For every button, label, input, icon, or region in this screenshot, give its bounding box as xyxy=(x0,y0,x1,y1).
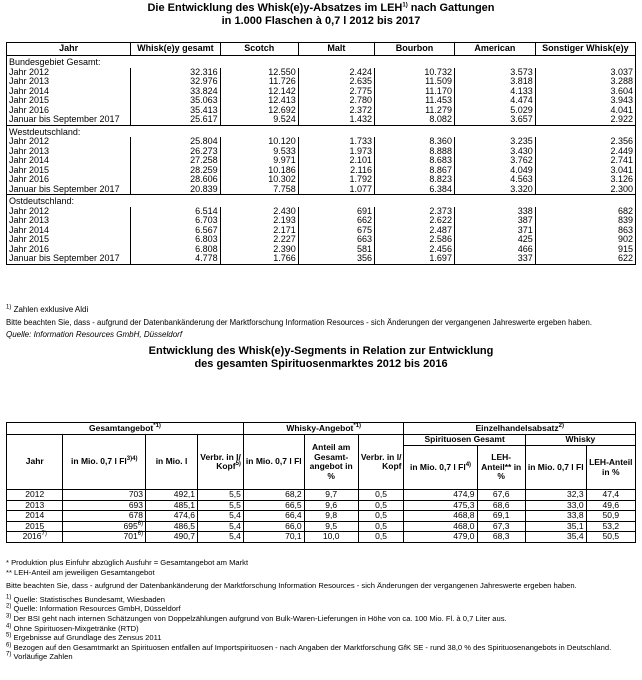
table-row xyxy=(7,156,636,166)
cell-value: 3.126 xyxy=(535,175,635,185)
cell-value: 67,6 xyxy=(477,490,525,501)
cell-value: 2.635 xyxy=(298,77,374,87)
cell-value: 68,2 xyxy=(243,490,304,501)
cell-value: 466 xyxy=(454,245,535,255)
cell-value: 35,4 xyxy=(525,532,586,543)
header-verbr-1: Verbr. in l/ Kopf$^{5)}$ xyxy=(198,435,244,490)
footnote-source: Quelle: Information Resources GmbH, Düsseldorf xyxy=(6,330,183,339)
cell-value: 32.316 xyxy=(131,68,220,78)
cell-value: 9,6 xyxy=(304,500,358,511)
header-col-0: Jahr xyxy=(7,43,131,56)
cell-value: 468,8 xyxy=(404,511,477,522)
cell-value: 1.733 xyxy=(298,137,374,147)
table-row xyxy=(7,216,636,226)
header-col-5: American xyxy=(454,43,535,56)
cell-value: 4.563 xyxy=(454,175,535,185)
table-row xyxy=(7,96,636,106)
cell-value: 20.839 xyxy=(131,185,220,195)
cell-value: 4.778 xyxy=(131,254,220,264)
cell-value: 2.780 xyxy=(298,96,374,106)
cell-value: 3.320 xyxy=(454,185,535,195)
cell-value: 6.384 xyxy=(375,185,455,195)
cell-value: 7.758 xyxy=(220,185,298,195)
header-col-4: Bourbon xyxy=(375,43,455,56)
footnote-aldi: Zahlen exklusive Aldi xyxy=(11,305,89,314)
cell-value: 0,5 xyxy=(358,511,404,522)
cell-value: 0,5 xyxy=(358,532,404,543)
row-label: Jahr 2016 xyxy=(7,245,131,255)
row-label: Jahr 2015 xyxy=(7,96,131,106)
footnotes-1 xyxy=(6,305,636,340)
footnote: $^{2)}$ Quelle: Information Resources GmbH, Düsseldorf xyxy=(6,603,181,614)
row-label: Jahr 2012 xyxy=(7,68,131,78)
cell-value: 8.888 xyxy=(375,147,455,157)
table-row xyxy=(7,521,636,532)
cell-value: 12.413 xyxy=(220,96,298,106)
cell-value: 27.258 xyxy=(131,156,220,166)
cell-value: 69,1 xyxy=(477,511,525,522)
cell-value: 35,1 xyxy=(525,521,586,532)
sub-spirituosen-gesamt: Spirituosen Gesamt xyxy=(404,435,525,446)
row-year: 2013 xyxy=(7,500,63,511)
cell-value: 12.692 xyxy=(220,106,298,116)
table-row xyxy=(7,87,636,97)
title-2-line1: Entwicklung des Whisk(e)y-Segments in Relation zur Entwicklung xyxy=(148,345,494,357)
header-mio-l: in Mio. l xyxy=(146,435,198,490)
cell-value: 28.259 xyxy=(131,166,220,176)
row-label: Jahr 2012 xyxy=(7,207,131,217)
cell-value: 28.606 xyxy=(131,175,220,185)
header-col-6: Sonstiger Whisk(e)y xyxy=(535,43,635,56)
row-label: Jahr 2014 xyxy=(7,87,131,97)
cell-value: 11.279 xyxy=(375,106,455,116)
cell-value: 2.193 xyxy=(220,216,298,226)
header-col-3: Malt xyxy=(298,43,374,56)
section-label: Ostdeutschland: xyxy=(7,195,636,207)
cell-value: 9.971 xyxy=(220,156,298,166)
cell-value: 1.697 xyxy=(375,254,455,264)
cell-value: 66,5 xyxy=(243,500,304,511)
row-label: Jahr 2015 xyxy=(7,235,131,245)
cell-value: 3.037 xyxy=(535,68,635,78)
section-label: Bundesgebiet Gesamt: xyxy=(7,56,636,68)
cell-value: 68,6 xyxy=(477,500,525,511)
title-2 xyxy=(0,345,642,371)
whisky-sales-table xyxy=(6,42,636,265)
group-einzelhandelsabsatz: Einzelhandelsabsatz$^{2)}$ xyxy=(404,423,636,435)
cell-value: 11.509 xyxy=(375,77,455,87)
cell-value: 2.372 xyxy=(298,106,374,116)
cell-value: 675 xyxy=(298,226,374,236)
cell-value: 6.567 xyxy=(131,226,220,236)
title-1 xyxy=(0,2,642,28)
cell-value: 3.288 xyxy=(535,77,635,87)
title-1-sup: 1) xyxy=(402,2,408,9)
cell-value: 2.373 xyxy=(375,207,455,217)
cell-value: 2.456 xyxy=(375,245,455,255)
cell-value: 2.424 xyxy=(298,68,374,78)
cell-value: 387 xyxy=(454,216,535,226)
header-anteil: Anteil am Gesamt-angebot in % xyxy=(304,435,358,490)
table-row xyxy=(7,185,636,195)
cell-value: 3.573 xyxy=(454,68,535,78)
cell-value: 479,0 xyxy=(404,532,477,543)
cell-value: 474,9 xyxy=(404,490,477,501)
cell-value: 2.390 xyxy=(220,245,298,255)
cell-value: 701$^{6)}$ xyxy=(63,532,146,543)
cell-value: 49,6 xyxy=(586,500,635,511)
cell-value: 10.732 xyxy=(375,68,455,78)
cell-value: 902 xyxy=(535,235,635,245)
cell-value: 4.049 xyxy=(454,166,535,176)
cell-value: 1.973 xyxy=(298,147,374,157)
cell-value: 35.413 xyxy=(131,106,220,116)
cell-value: 2.922 xyxy=(535,115,635,125)
cell-value: 9.533 xyxy=(220,147,298,157)
table-row xyxy=(7,68,636,78)
footnote-hint-2: Bitte beachten Sie, dass - aufgrund der Datenbankänderung der Marktforschung Information Resources - sich Änderungen der vergangenen Jahreswerte ergeben haben. xyxy=(6,581,577,591)
cell-value: 5.029 xyxy=(454,106,535,116)
group-whisky-angebot: Whisky-Angebot$^{*1)}$ xyxy=(243,423,404,435)
row-label: Jahr 2013 xyxy=(7,147,131,157)
cell-value: 468,0 xyxy=(404,521,477,532)
cell-value: 3.235 xyxy=(454,137,535,147)
row-label: Januar bis September 2017 xyxy=(7,185,131,195)
row-label: Jahr 2015 xyxy=(7,166,131,176)
cell-value: 10.186 xyxy=(220,166,298,176)
cell-value: 2.487 xyxy=(375,226,455,236)
cell-value: 12.142 xyxy=(220,87,298,97)
cell-value: 4.474 xyxy=(454,96,535,106)
cell-value: 915 xyxy=(535,245,635,255)
cell-value: 1.792 xyxy=(298,175,374,185)
cell-value: 10.120 xyxy=(220,137,298,147)
cell-value: 5,4 xyxy=(198,511,244,522)
cell-value: 33,0 xyxy=(525,500,586,511)
cell-value: 490,7 xyxy=(146,532,198,543)
cell-value: 2.227 xyxy=(220,235,298,245)
cell-value: 492,1 xyxy=(146,490,198,501)
cell-value: 2.430 xyxy=(220,207,298,217)
table-row xyxy=(7,511,636,522)
footnote: $^{3)}$ Der BSI geht nach internen Schätzungen von Doppelzählungen aufgrund von Bulk-Waren-Lieferungen in Höhe von ca. 100 Mio. Fl. à 0,7 Liter aus. xyxy=(6,613,507,623)
footnotes-2 xyxy=(6,558,636,662)
footnote-hint: Bitte beachten Sie, dass - aufgrund der Datenbankänderung der Marktforschung Information Resources - sich Änderungen der vergangenen Jahreswerte ergeben haben. xyxy=(6,318,592,327)
row-year: 2015 xyxy=(7,521,63,532)
cell-value: 33.824 xyxy=(131,87,220,97)
cell-value: 475,3 xyxy=(404,500,477,511)
cell-value: 863 xyxy=(535,226,635,236)
cell-value: 6.808 xyxy=(131,245,220,255)
footnote: $^{1)}$ Quelle: Statistisches Bundesamt, Wiesbaden xyxy=(6,594,165,604)
cell-value: 662 xyxy=(298,216,374,226)
row-label: Jahr 2012 xyxy=(7,137,131,147)
table-row xyxy=(7,254,636,264)
cell-value: 8.683 xyxy=(375,156,455,166)
cell-value: 691 xyxy=(298,207,374,217)
cell-value: 25.617 xyxy=(131,115,220,125)
cell-value: 53,2 xyxy=(586,521,635,532)
header-whisky-mio: in Mio. 0,7 l Fl xyxy=(243,435,304,490)
cell-value: 3.430 xyxy=(454,147,535,157)
cell-value: 2.171 xyxy=(220,226,298,236)
cell-value: 486,5 xyxy=(146,521,198,532)
row-label: Januar bis September 2017 xyxy=(7,254,131,264)
row-label: Jahr 2016 xyxy=(7,175,131,185)
cell-value: 6.514 xyxy=(131,207,220,217)
header-col-1: Whisk(e)y gesamt xyxy=(131,43,220,56)
cell-value: 8.823 xyxy=(375,175,455,185)
cell-value: 11.170 xyxy=(375,87,455,97)
cell-value: 9,7 xyxy=(304,490,358,501)
cell-value: 2.101 xyxy=(298,156,374,166)
cell-value: 663 xyxy=(298,235,374,245)
cell-value: 2.622 xyxy=(375,216,455,226)
cell-value: 2.775 xyxy=(298,87,374,97)
cell-value: 10,0 xyxy=(304,532,358,543)
cell-value: 50,5 xyxy=(586,532,635,543)
cell-value: 12.550 xyxy=(220,68,298,78)
cell-value: 2.300 xyxy=(535,185,635,195)
header-mio-fl: in Mio. 0,7 l $Fl^{3)4)}$ xyxy=(63,435,146,490)
cell-value: 693 xyxy=(63,500,146,511)
header-jahr: Jahr xyxy=(7,435,63,490)
cell-value: 5,4 xyxy=(198,532,244,543)
cell-value: 9,5 xyxy=(304,521,358,532)
title-1-line2: in 1.000 Flaschen à 0,7 l 2012 bis 2017 xyxy=(221,15,421,27)
cell-value: 6.803 xyxy=(131,235,220,245)
header-einzel-whisky-mio: in Mio. 0,7 l Fl xyxy=(525,446,586,490)
cell-value: 70,1 xyxy=(243,532,304,543)
row-label: Jahr 2013 xyxy=(7,77,131,87)
row-label: Jahr 2014 xyxy=(7,226,131,236)
footnote-sup: 1) xyxy=(6,304,12,311)
table-row xyxy=(7,226,636,236)
cell-value: 9,8 xyxy=(304,511,358,522)
title-1-line1b: nach Gattungen xyxy=(407,2,495,14)
cell-value: 3.762 xyxy=(454,156,535,166)
cell-value: 0,5 xyxy=(358,490,404,501)
cell-value: 0,5 xyxy=(358,521,404,532)
table-row xyxy=(7,235,636,245)
cell-value: 4.133 xyxy=(454,87,535,97)
cell-value: 67,3 xyxy=(477,521,525,532)
footnote-star-1: * Produktion plus Einfuhr abzüglich Ausfuhr = Gesamtangebot am Markt xyxy=(6,558,249,567)
row-year: 2014 xyxy=(7,511,63,522)
header-leh-1: LEH-Anteil** in % xyxy=(477,446,525,490)
cell-value: 66,0 xyxy=(243,521,304,532)
sub-whisky: Whisky xyxy=(525,435,635,446)
cell-value: 425 xyxy=(454,235,535,245)
cell-value: 9.524 xyxy=(220,115,298,125)
cell-value: 5,5 xyxy=(198,500,244,511)
cell-value: 703 xyxy=(63,490,146,501)
cell-value: 839 xyxy=(535,216,635,226)
cell-value: 485,1 xyxy=(146,500,198,511)
cell-value: 8.360 xyxy=(375,137,455,147)
header-leh-2: LEH-Anteil in % xyxy=(586,446,635,490)
cell-value: 25.804 xyxy=(131,137,220,147)
group-gesamtangebot: Gesamtangebot$^{*1)}$ xyxy=(7,423,244,435)
header-verbr-2: Verbr. in l/ Kopf xyxy=(358,435,404,490)
cell-value: 695$^{6)}$ xyxy=(63,521,146,532)
section-label: Westdeutschland: xyxy=(7,125,636,137)
table-row xyxy=(7,137,636,147)
cell-value: 33,8 xyxy=(525,511,586,522)
table-row xyxy=(7,490,636,501)
row-label: Jahr 2016 xyxy=(7,106,131,116)
cell-value: 3.943 xyxy=(535,96,635,106)
cell-value: 26.273 xyxy=(131,147,220,157)
cell-value: 2.449 xyxy=(535,147,635,157)
segment-table xyxy=(6,422,636,543)
cell-value: 68,3 xyxy=(477,532,525,543)
cell-value: 3.657 xyxy=(454,115,535,125)
cell-value: 1.766 xyxy=(220,254,298,264)
cell-value: 3.818 xyxy=(454,77,535,87)
table-row xyxy=(7,207,636,217)
cell-value: 1.432 xyxy=(298,115,374,125)
cell-value: 338 xyxy=(454,207,535,217)
table-row xyxy=(7,77,636,87)
cell-value: 2.116 xyxy=(298,166,374,176)
footnote: $^{5)}$ Ergebnisse auf Grundlage des Zensus 2011 xyxy=(6,632,162,643)
cell-value: 0,5 xyxy=(358,500,404,511)
cell-value: 6.703 xyxy=(131,216,220,226)
table-row xyxy=(7,532,636,543)
table-row xyxy=(7,147,636,157)
footnote: $^{7)}$ Vorläufige Zahlen xyxy=(6,651,73,662)
header-col-2: Scotch xyxy=(220,43,298,56)
table-row xyxy=(7,166,636,176)
cell-value: 8.082 xyxy=(375,115,455,125)
cell-value: 337 xyxy=(454,254,535,264)
row-label: Januar bis September 2017 xyxy=(7,115,131,125)
cell-value: 11.726 xyxy=(220,77,298,87)
cell-value: 678 xyxy=(63,511,146,522)
cell-value: 2.356 xyxy=(535,137,635,147)
cell-value: 50,9 xyxy=(586,511,635,522)
cell-value: 47,4 xyxy=(586,490,635,501)
cell-value: 35.063 xyxy=(131,96,220,106)
cell-value: 3.041 xyxy=(535,166,635,176)
cell-value: 11.453 xyxy=(375,96,455,106)
cell-value: 5,5 xyxy=(198,490,244,501)
row-year: 2012 xyxy=(7,490,63,501)
cell-value: 371 xyxy=(454,226,535,236)
cell-value: 581 xyxy=(298,245,374,255)
cell-value: 32,3 xyxy=(525,490,586,501)
cell-value: 622 xyxy=(535,254,635,264)
table-row xyxy=(7,115,636,125)
header-einzel-mio: in Mio. 0,7 l Fl$^{4)}$ xyxy=(404,446,477,490)
row-label: Jahr 2013 xyxy=(7,216,131,226)
cell-value: 2.586 xyxy=(375,235,455,245)
title-1-line1: Die Entwicklung des Whisk(e)y-Absatzes im LEH xyxy=(147,2,403,14)
footnote: $^{4)}$ Ohne Spirituosen-Mixgetränke (RTD) xyxy=(6,623,139,633)
table-row xyxy=(7,500,636,511)
cell-value: 356 xyxy=(298,254,374,264)
cell-value: 66,4 xyxy=(243,511,304,522)
row-year: 2016$^{7)}$ xyxy=(7,532,63,543)
cell-value: 1.077 xyxy=(298,185,374,195)
cell-value: 8.867 xyxy=(375,166,455,176)
cell-value: 10.302 xyxy=(220,175,298,185)
cell-value: 2.741 xyxy=(535,156,635,166)
footnote: $^{6)}$ Bezogen auf den Gesamtmarkt an Spirituosen entfallen auf Importspirituosen - nach Angaben der Marktforschung GfK SE - rund 38,0 % des Spirituosenangebots in Deutschland. xyxy=(6,642,612,652)
footnote-star-2: ** LEH-Anteil am jeweiligen Gesamtangebot xyxy=(6,567,155,577)
cell-value: 4.041 xyxy=(535,106,635,116)
cell-value: 5,4 xyxy=(198,521,244,532)
cell-value: 474,6 xyxy=(146,511,198,522)
cell-value: 32.976 xyxy=(131,77,220,87)
row-label: Jahr 2014 xyxy=(7,156,131,166)
cell-value: 3.604 xyxy=(535,87,635,97)
title-2-line2: des gesamten Spirituosenmarktes 2012 bis 2016 xyxy=(194,358,448,370)
cell-value: 682 xyxy=(535,207,635,217)
